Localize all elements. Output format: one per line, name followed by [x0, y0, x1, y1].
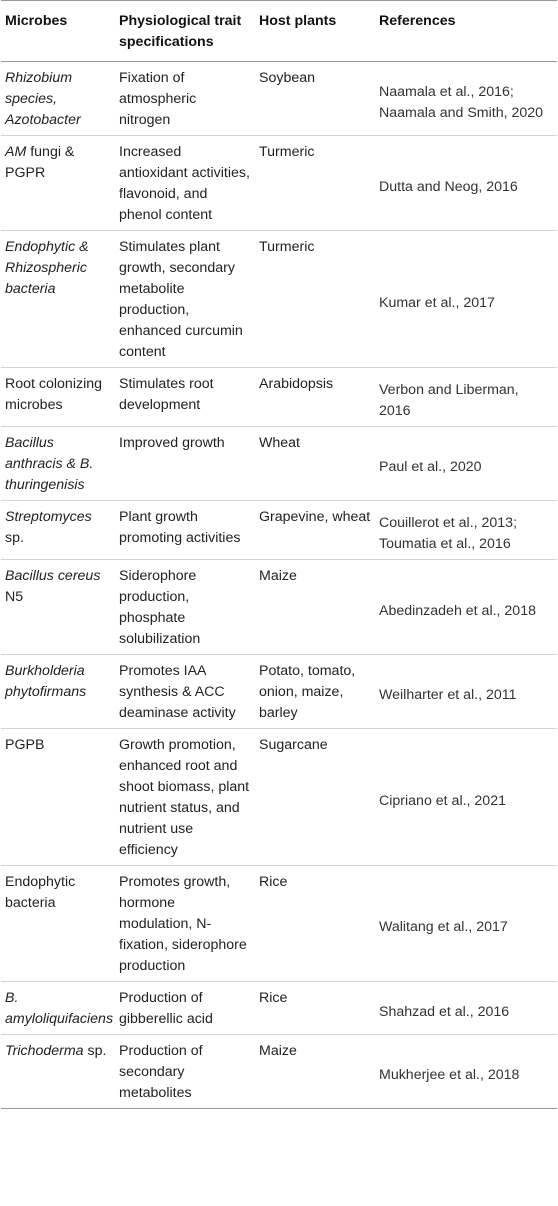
microbe-text: AM — [5, 144, 27, 160]
cell-trait: Fixation of atmospheric nitrogen — [119, 70, 197, 128]
table-body — [1, 62, 557, 1109]
cell-microbe — [1, 368, 115, 427]
microbe-text: Bacillus anthracis & B. thuringenisis — [5, 435, 94, 493]
table-row — [1, 136, 557, 231]
cell-references: Shahzad et al., 2016 — [379, 1003, 510, 1020]
cell-host: Potato, tomato, onion, maize, barley — [259, 663, 356, 721]
microbe-text: Burkholderia phytofirmans — [5, 663, 87, 700]
header-trait: Physiological trait specifications — [119, 13, 242, 50]
table-header — [1, 1, 557, 62]
cell-trait: Production of secondary metabolites — [119, 1043, 203, 1101]
cell-trait: Improved growth — [119, 435, 225, 451]
microbe-text: fungi & PGPR — [5, 144, 75, 181]
microbe-text: Bacillus cereus — [5, 568, 101, 584]
cell-references: Couillerot et al., 2013; Toumatia et al., 2016 — [379, 515, 518, 552]
cell-host: Arabidopsis — [259, 376, 334, 392]
header-microbes: Microbes — [5, 13, 68, 29]
microbe-text: Rhizobium species, Azotobacter — [5, 70, 81, 128]
cell-references: Dutta and Neog, 2016 — [379, 178, 518, 195]
cell-references: Paul et al., 2020 — [379, 459, 482, 475]
cell-references: Walitang et al., 2017 — [379, 919, 508, 935]
cell-trait: Plant growth promoting activities — [119, 509, 241, 546]
microbe-text: B. amyloliquifaciens — [5, 990, 114, 1027]
cell-references: Verbon and Liberman, 2016 — [379, 382, 519, 419]
cell-references: Abedinzadeh et al., 2018 — [379, 602, 536, 619]
table-row — [1, 866, 557, 982]
cell-trait: Promotes IAA synthesis & ACC deaminase activity — [119, 663, 236, 721]
header-row — [1, 1, 557, 62]
microbe-text: Root colonizing microbes — [5, 376, 103, 413]
cell-trait: Stimulates root development — [119, 376, 214, 413]
cell-microbe — [1, 427, 115, 501]
table-row — [1, 729, 557, 866]
cell-microbe — [1, 560, 115, 655]
microbe-text: sp. — [83, 1043, 107, 1059]
cell-references: Naamala et al., 2016; Naamala and Smith, 2020 — [379, 83, 544, 121]
table-row — [1, 427, 557, 501]
cell-host: Soybean — [259, 70, 316, 86]
cell-microbe — [1, 62, 115, 136]
table-row — [1, 368, 557, 427]
table-row — [1, 62, 557, 136]
cell-trait: Siderophore production, phosphate solubilization — [119, 568, 201, 647]
cell-host: Grapevine, wheat — [259, 509, 371, 525]
header-host: Host plants — [259, 13, 337, 29]
cell-host: Rice — [259, 990, 288, 1006]
cell-host: Turmeric — [259, 144, 315, 160]
cell-host: Sugarcane — [259, 737, 328, 753]
cell-microbe — [1, 231, 115, 368]
table-row — [1, 982, 557, 1035]
cell-references: Mukherjee et al., 2018 — [379, 1067, 520, 1083]
cell-host: Maize — [259, 568, 297, 584]
cell-host: Wheat — [259, 435, 301, 451]
microbe-text: Endophytic bacteria — [5, 874, 76, 911]
cell-microbe — [1, 655, 115, 729]
cell-trait: Production of gibberellic acid — [119, 990, 213, 1027]
cell-host: Turmeric — [259, 239, 315, 255]
cell-microbe — [1, 982, 115, 1035]
cell-trait: Increased antioxidant activities, flavonoid, and phenol content — [119, 144, 250, 223]
microbe-text: PGPB — [5, 737, 45, 753]
cell-host: Rice — [259, 874, 288, 890]
cell-host: Maize — [259, 1043, 297, 1059]
cell-trait: Stimulates plant growth, secondary metabolite production, enhanced curcumin content — [119, 239, 243, 360]
cell-microbe — [1, 1035, 115, 1109]
cell-trait: Promotes growth, hormone modulation, N-fixation, siderophore production — [119, 874, 247, 974]
table-row — [1, 1035, 557, 1109]
table-row — [1, 655, 557, 729]
table-row — [1, 560, 557, 655]
table-row — [1, 231, 557, 368]
cell-microbe — [1, 501, 115, 560]
microbe-text: Trichoderma — [5, 1043, 84, 1059]
cell-microbe — [1, 866, 115, 982]
microbe-text: sp. — [5, 530, 24, 546]
microbes-table — [1, 0, 557, 1109]
cell-references: Weilharter et al., 2011 — [379, 687, 517, 703]
microbe-text: N5 — [5, 589, 24, 605]
header-references: References — [379, 13, 456, 29]
table-row — [1, 501, 557, 560]
cell-microbe — [1, 729, 115, 866]
cell-trait: Growth promotion, enhanced root and shoot biomass, plant nutrient status, and nutrient use efficiency — [119, 737, 250, 858]
cell-microbe — [1, 136, 115, 231]
microbe-text: Endophytic & Rhizospheric bacteria — [5, 239, 89, 297]
microbe-text: Streptomyces — [5, 509, 92, 525]
cell-references: Cipriano et al., 2021 — [379, 792, 506, 809]
cell-references: Kumar et al., 2017 — [379, 294, 495, 311]
